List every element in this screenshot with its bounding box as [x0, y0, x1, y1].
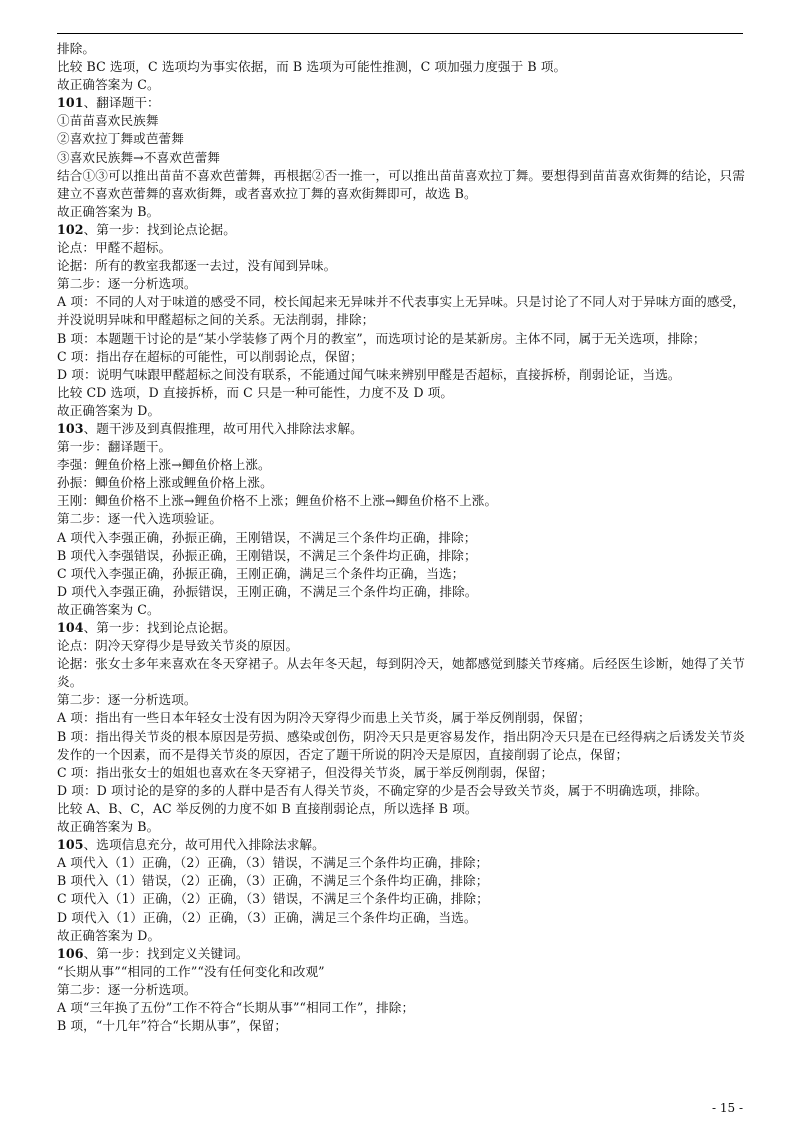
- line-text: 李强：鲤鱼价格上涨→鲫鱼价格上涨。: [57, 457, 271, 473]
- text-line: [57, 800, 745, 818]
- text-line: [57, 709, 745, 727]
- line-text: B 项，“十几年”符合“长期从事”，保留；: [57, 1018, 288, 1034]
- text-line: [57, 963, 745, 981]
- header-rule: [57, 33, 743, 34]
- line-text: 论点：阴冷天穿得少是导致关节炎的原因。: [57, 638, 299, 654]
- line-text: 第一步：翻译题干。: [57, 439, 172, 455]
- text-line: [57, 547, 745, 565]
- line-text: 、第一步：找到定义关键词。: [83, 945, 249, 961]
- text-line: [57, 601, 745, 619]
- text-line: [57, 112, 745, 130]
- line-text: 、题干涉及到真假推理，故可用代入排除法求解。: [83, 420, 363, 436]
- text-line: [57, 818, 745, 836]
- text-line: [57, 239, 745, 257]
- line-text: 、第一步：找到论点论据。: [83, 620, 236, 635]
- question-number: 102: [57, 221, 84, 237]
- text-line: [57, 927, 745, 945]
- line-text: D 项代入李强正确，孙振错误，王刚正确，不满足三个条件均正确，排除。: [57, 583, 478, 599]
- line-text: C 项代入（1）正确，（2）正确，（3）错误，不满足三个条件均正确，排除；: [57, 891, 489, 907]
- line-text: 结合①③可以推出苗苗不喜欢芭蕾舞，再根据②否一推一，可以推出苗苗喜欢拉丁舞。要想得到苗苗喜欢街舞的结论，只需建立不喜欢芭蕾舞的喜欢街舞，或者喜欢拉丁舞的喜欢街舞即可，故选 B。: [57, 167, 745, 201]
- text-line: [57, 691, 745, 709]
- text-line: [57, 149, 745, 167]
- question-heading: [57, 945, 745, 963]
- text-line: [57, 257, 745, 275]
- text-line: [57, 782, 745, 800]
- text-line: [57, 1017, 745, 1035]
- text-line: [57, 203, 745, 221]
- line-text: C 项：指出存在超标的可能性，可以削弱论点，保留；: [57, 348, 363, 364]
- line-text: B 项代入李强错误，孙振正确，王刚错误，不满足三个条件均正确，排除；: [57, 547, 477, 563]
- line-text: 第二步：逐一分析选项。: [57, 692, 197, 708]
- text-line: [57, 981, 745, 999]
- line-text: B 项代入（1）错误，（2）正确，（3）正确，不满足三个条件均正确，排除；: [57, 873, 489, 889]
- line-text: 孙振：鲫鱼价格上涨或鲤鱼价格上涨。: [57, 475, 273, 491]
- line-text: 排除。: [57, 41, 96, 56]
- text-line: [57, 854, 745, 872]
- question-number: 103: [57, 420, 84, 436]
- line-text: 故正确答案为 B。: [57, 203, 160, 219]
- line-text: 第二步：逐一代入选项验证。: [57, 511, 223, 527]
- text-line: [57, 565, 745, 583]
- line-text: D 项：说明气味跟甲醛超标之间没有联系，不能通过闻气味来辨别甲醛是否超标，直接拆桥，削弱论证，当选。: [57, 366, 681, 382]
- line-text: 比较 A、B、C，AC 举反例的力度不如 B 直接削弱论点，所以选择 B 项。: [57, 800, 478, 816]
- question-number: 106: [57, 945, 84, 961]
- text-line: [57, 167, 745, 203]
- text-line: [57, 366, 745, 384]
- text-line: [57, 909, 745, 927]
- line-text: A 项代入李强正确，孙振正确，王刚错误，不满足三个条件均正确，排除；: [57, 529, 477, 545]
- line-text: 故正确答案为 B。: [57, 819, 160, 835]
- text-line: [57, 655, 745, 691]
- line-text: 故正确答案为 D。: [57, 402, 161, 418]
- question-heading: [57, 94, 745, 112]
- text-line: [57, 330, 745, 348]
- text-line: [57, 764, 745, 782]
- text-line: [57, 637, 745, 655]
- line-text: A 项“三年换了五份”工作不符合“长期从事”“相同工作”，排除；: [57, 999, 415, 1015]
- line-text: A 项：指出有一些日本年轻女士没有因为阴冷天穿得少而患上关节炎，属于举反例削弱，保留；: [57, 710, 591, 726]
- text-line: [57, 76, 745, 94]
- line-text: 故正确答案为 D。: [57, 927, 161, 943]
- question-heading: [57, 836, 745, 854]
- line-text: B 项：指出得关节炎的根本原因是劳损、感染或创伤，阴冷天只是更容易发作，指出阴冷天只是在已经得病之后诱发关节炎发作的一个因素，而不是得关节炎的原因，否定了题干所说的阴冷天是原因，直接削弱了论点，保留；: [57, 728, 745, 762]
- line-text: B 项：本题题干讨论的是“某小学装修了两个月的教室”，而选项讨论的是某新房。主体不同，属于无关选项，排除；: [57, 330, 706, 346]
- line-text: A 项：不同的人对于味道的感受不同，校长闻起来无异味并不代表事实上无异味。只是讨论了不同人对于异味方面的感受，并没说明异味和甲醛超标之间的关系。无法削弱，排除；: [57, 294, 745, 328]
- line-text: D 项代入（1）正确，（2）正确，（3）正确，满足三个条件均正确，当选。: [57, 909, 477, 925]
- question-heading: [57, 221, 745, 239]
- text-line: [57, 402, 745, 420]
- text-line: [57, 474, 745, 492]
- line-text: 论据：张女士多年来喜欢在冬天穿裙子。从去年冬天起，每到阴冷天，她都感觉到膝关节疼痛。后经医生诊断，她得了关节炎。: [57, 656, 745, 690]
- line-text: 第二步：逐一分析选项。: [57, 276, 197, 292]
- line-text: 故正确答案为 C。: [57, 601, 160, 617]
- text-line: [57, 58, 745, 76]
- text-line: [57, 583, 745, 601]
- question-heading: [57, 619, 745, 637]
- line-text: 论点：甲醛不超标。: [57, 240, 172, 256]
- text-line: [57, 890, 745, 908]
- text-line: [57, 529, 745, 547]
- text-line: [57, 492, 745, 510]
- line-text: “长期从事”“相同的工作”“没有任何变化和改观”: [57, 963, 325, 979]
- question-number: 105: [57, 837, 84, 853]
- text-line: [57, 999, 745, 1017]
- line-text: 第二步：逐一分析选项。: [57, 981, 197, 997]
- text-line: [57, 293, 745, 329]
- line-text: 比较 BC 选项，C 选项均为事实依据，而 B 选项为可能性推测，C 项加强力度强于 B 项。: [57, 59, 567, 75]
- line-text: A 项代入（1）正确，（2）正确，（3）错误，不满足三个条件均正确，排除；: [57, 855, 489, 871]
- page-number: - 15 -: [711, 1101, 743, 1115]
- line-text: ②喜欢拉丁舞或芭蕾舞: [57, 131, 184, 147]
- text-line: [57, 728, 745, 764]
- question-number: 101: [57, 95, 84, 111]
- text-line: [57, 872, 745, 890]
- text-line: [57, 456, 745, 474]
- text-line: [57, 130, 745, 148]
- answer-explanations: [57, 40, 745, 1035]
- text-line: [57, 40, 745, 58]
- question-number: 104: [57, 620, 84, 635]
- line-text: C 项：指出张女士的姐姐也喜欢在冬天穿裙子，但没得关节炎，属于举反例削弱，保留；: [57, 764, 554, 780]
- line-text: 比较 CD 选项，D 直接拆桥，而 C 只是一种可能性，力度不及 D 项。: [57, 384, 454, 400]
- line-text: 、选项信息充分，故可用代入排除法求解。: [83, 837, 325, 853]
- text-line: [57, 348, 745, 366]
- text-line: [57, 384, 745, 402]
- question-heading: [57, 420, 745, 438]
- line-text: 故正确答案为 C。: [57, 77, 160, 93]
- text-line: [57, 275, 745, 293]
- text-line: [57, 438, 745, 456]
- line-text: ①苗苗喜欢民族舞: [57, 113, 159, 129]
- line-text: D 项：D 项讨论的是穿的多的人群中是否有人得关节炎，不确定穿的少是否会导致关节炎，属于不明确选项，排除。: [57, 782, 708, 798]
- line-text: 王刚：鲫鱼价格不上涨→鲤鱼价格不上涨；鲤鱼价格不上涨→鲫鱼价格不上涨。: [57, 493, 498, 509]
- line-text: C 项代入李强正确，孙振正确，王刚正确，满足三个条件均正确，当选；: [57, 565, 465, 581]
- line-text: 、翻译题干：: [83, 95, 160, 111]
- text-line: [57, 510, 745, 528]
- line-text: 、第一步：找到论点论据。: [83, 221, 236, 237]
- line-text: 论据：所有的教室我都逐一去过，没有闻到异味。: [57, 258, 337, 274]
- line-text: ③喜欢民族舞→不喜欢芭蕾舞: [57, 149, 220, 165]
